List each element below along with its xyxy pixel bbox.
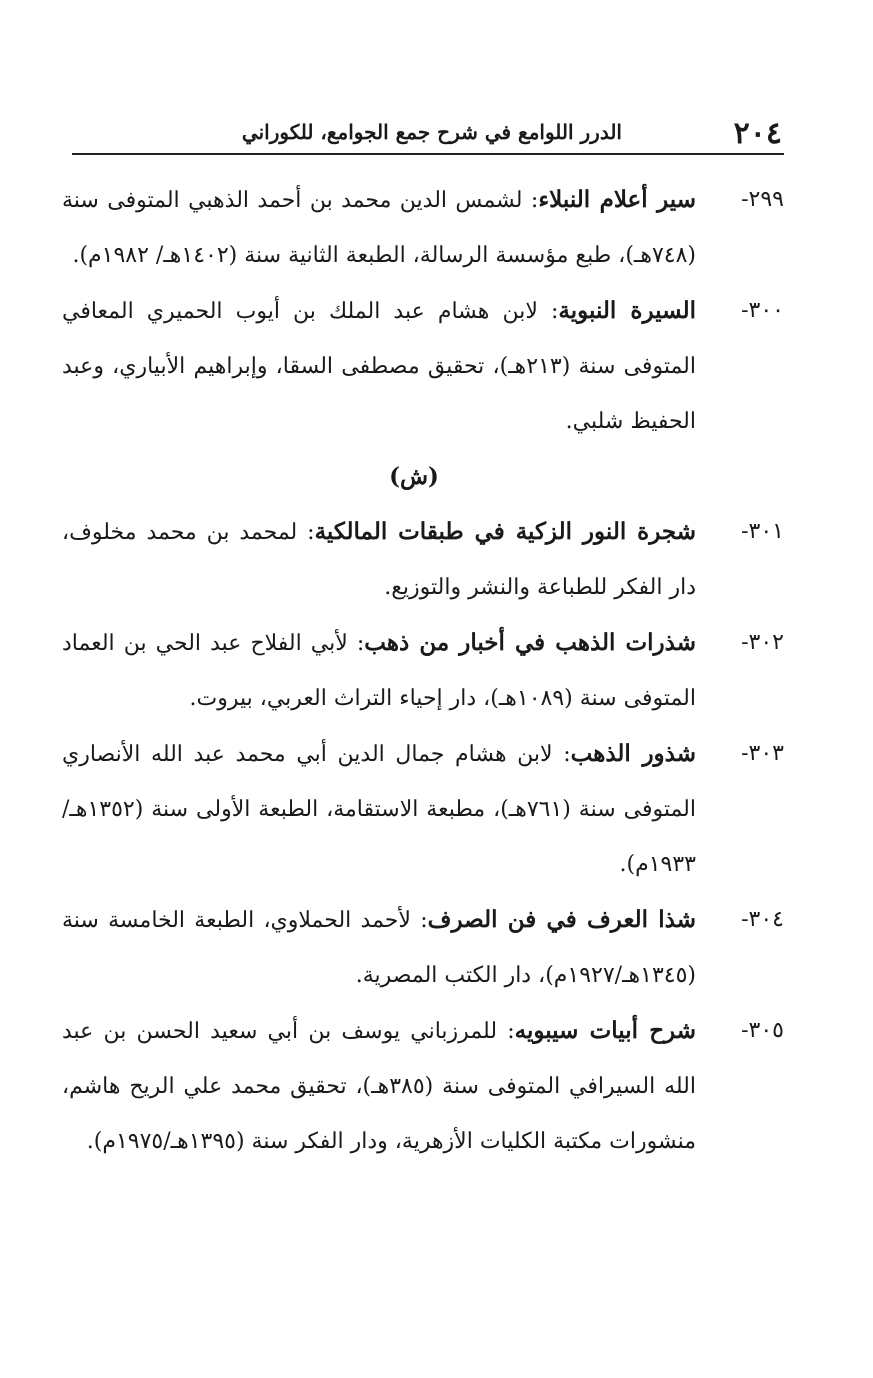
bibliography-entry	[62, 892, 784, 1003]
header-rule	[72, 153, 784, 155]
entry-number: ٣٠٥-	[741, 1018, 784, 1043]
section-letter-heading: (ش)	[389, 463, 439, 490]
entry-title: شذا العرف في فن الصرف	[427, 906, 696, 933]
entry-text: : لشمس الدين محمد بن أحمد الذهبي المتوفى سنة (٧٤٨هـ)، طبع مؤسسة الرسالة، الطبعة الثانية سنة (١٤٠٢هـ/ ١٩٨٢م).	[62, 188, 696, 268]
bibliography-entry	[62, 1003, 784, 1169]
bibliography-entry	[62, 726, 784, 892]
bibliography-entry	[62, 172, 784, 283]
entry-title: سير أعلام النبلاء	[538, 186, 696, 213]
entry-number: ٣٠٣-	[741, 741, 784, 766]
entry-number: ٣٠٠-	[741, 298, 784, 323]
entry-title: السيرة النبوية	[558, 297, 697, 324]
entry-title: شذور الذهب	[570, 740, 696, 767]
entry-number: ٣٠٤-	[741, 907, 784, 932]
entry-text: : للمرزباني يوسف بن أبي سعيد الحسن بن عبد الله السيرافي المتوفى سنة (٣٨٥هـ)، تحقيق محمد علي الريح هاشم، منشورات مكتبة الكليات الأزهرية، ودار الفكر سنة (١٣٩٥هـ/١٩٧٥م).	[62, 1019, 696, 1154]
entry-text: : لأبي الفلاح عبد الحي بن العماد المتوفى سنة (١٠٨٩هـ)، دار إحياء التراث العربي، بيروت.	[62, 631, 696, 711]
entry-title: شجرة النور الزكية في طبقات المالكية	[314, 518, 697, 545]
page-number: ٢٠٤	[733, 116, 782, 151]
entry-text: : لأحمد الحملاوي، الطبعة الخامسة سنة (١٣٤٥هـ/١٩٢٧م)، دار الكتب المصرية.	[62, 908, 696, 988]
entry-title: شذرات الذهب في أخبار من ذهب	[364, 629, 696, 656]
bibliography-entry	[62, 283, 784, 449]
entry-title: شرح أبيات سيبويه	[514, 1017, 696, 1044]
bibliography-entry	[62, 615, 784, 726]
page-header	[72, 112, 784, 154]
bibliography-entry	[62, 504, 784, 615]
running-title: الدرر اللوامع في شرح جمع الجوامع، للكوراني	[241, 120, 622, 144]
entry-text: : لابن هشام عبد الملك بن أيوب الحميري المعافي المتوفى سنة (٢١٣هـ)، تحقيق مصطفى السقا، وإبراهيم الأبياري، وعبد الحفيظ شلبي.	[62, 299, 696, 434]
entry-number: ٣٠٢-	[741, 630, 784, 655]
entry-number: ٣٠١-	[741, 519, 784, 544]
entry-number: ٢٩٩-	[741, 187, 784, 212]
bibliography-list	[62, 172, 784, 1169]
entry-text: : لمحمد بن محمد مخلوف، دار الفكر للطباعة والنشر والتوزيع.	[62, 520, 696, 600]
entry-text: : لابن هشام جمال الدين أبي محمد عبد الله الأنصاري المتوفى سنة (٧٦١هـ)، مطبعة الاستقامة، الطبعة الأولى سنة (١٣٥٢هـ/١٩٣٣م).	[62, 742, 696, 877]
